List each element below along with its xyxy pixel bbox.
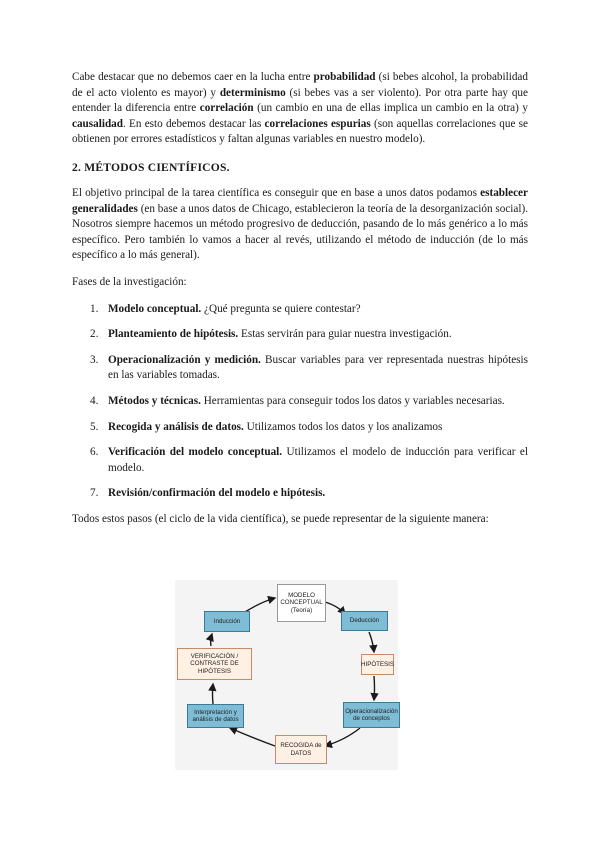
list-item: 4. Métodos y técnicas. Herramientas para conseguir todos los datos y variables necesarias. — [90, 394, 505, 407]
arrow-hipotesis-operacionalizacion — [374, 676, 375, 700]
node-operacionalizacion: Operacionalización de conceptos — [343, 702, 400, 728]
section-heading: 2. MÉTODOS CIENTÍFICOS. — [72, 160, 230, 174]
arrow-recogida-interpretacion — [230, 728, 275, 746]
intro-paragraph: Cabe destacar que no debemos caer en la lucha entre probabilidad (si bebes alcohol, la probabilidad de el acto violento es mayor) y determinismo (si bebes vas a ser violento). Por otra parte hay que entender la diferencia entre correlación (un cambio en una de ellas implica un cambio en la otra) y causalidad. En esto debemos destacar las correlaciones espurias (son aquellas correlaciones que se obtienen por errores estadísticos y faltan algunas variables en nuestro modelo). — [72, 71, 528, 146]
research-cycle-diagram — [175, 580, 398, 770]
list-item: 6. Verificación del modelo conceptual. Utilizamos el modelo de inducción para verificar el modelo. — [90, 446, 528, 474]
document-body — [72, 70, 528, 527]
arrow-verificacion-induccion — [211, 634, 212, 646]
phases-label: Fases de la investigación: — [72, 275, 187, 288]
node-interpretacion: Interpretación y análisis de datos — [187, 704, 244, 728]
node-induccion: Inducción — [204, 611, 250, 632]
arrow-operacionalizacion-recogida — [325, 728, 360, 746]
closing-paragraph: Todos estos pasos (el ciclo de la vida científica), se puede representar de la siguiente manera: — [72, 512, 489, 525]
list-item: 3. Operacionalización y medición. Buscar variables para ver representada nuestras hipótesis en las variables tomadas. — [90, 353, 528, 382]
node-deduccion: Deducción — [341, 611, 388, 631]
node-modelo-conceptual: MODELO CONCEPTUAL (Teoría) — [277, 584, 326, 622]
list-item: 1. Modelo conceptual. ¿Qué pregunta se quiere contestar? — [90, 302, 361, 315]
list-item: 5. Recogida y análisis de datos. Utilizamos todos los datos y los analizamos — [90, 420, 443, 433]
node-hipotesis: HIPÓTESIS — [361, 654, 394, 675]
node-recogida-datos: RECOGIDA de DATOS — [275, 735, 327, 764]
arrow-interpretacion-verificacion — [213, 684, 214, 704]
list-item: 2. Planteamiento de hipótesis. Estas servirán para guiar nuestra investigación. — [90, 328, 452, 341]
phases-list — [72, 302, 528, 502]
list-item: 7. Revisión/confirmación del modelo e hipótesis. — [90, 487, 326, 500]
arrow-induccion-modelo — [245, 598, 275, 612]
arrow-deduccion-hipotesis — [369, 632, 374, 652]
node-verificacion: VERIFICACIÓN / CONTRASTE DE HIPÓTESIS — [177, 648, 252, 680]
objective-paragraph: El objetivo principal de la tarea científica es conseguir que en base a unos datos podamos establecer generalidades (en base a unos datos de Chicago, establecieron la teoría de la desorganización social). Nosotros siempre hacemos un método progresivo de deducción, pasando de lo más genérico a lo más específico. Pero también lo vamos a hacer al revés, utilizando el método de inducción (de lo más específico a lo más general). — [72, 186, 528, 262]
